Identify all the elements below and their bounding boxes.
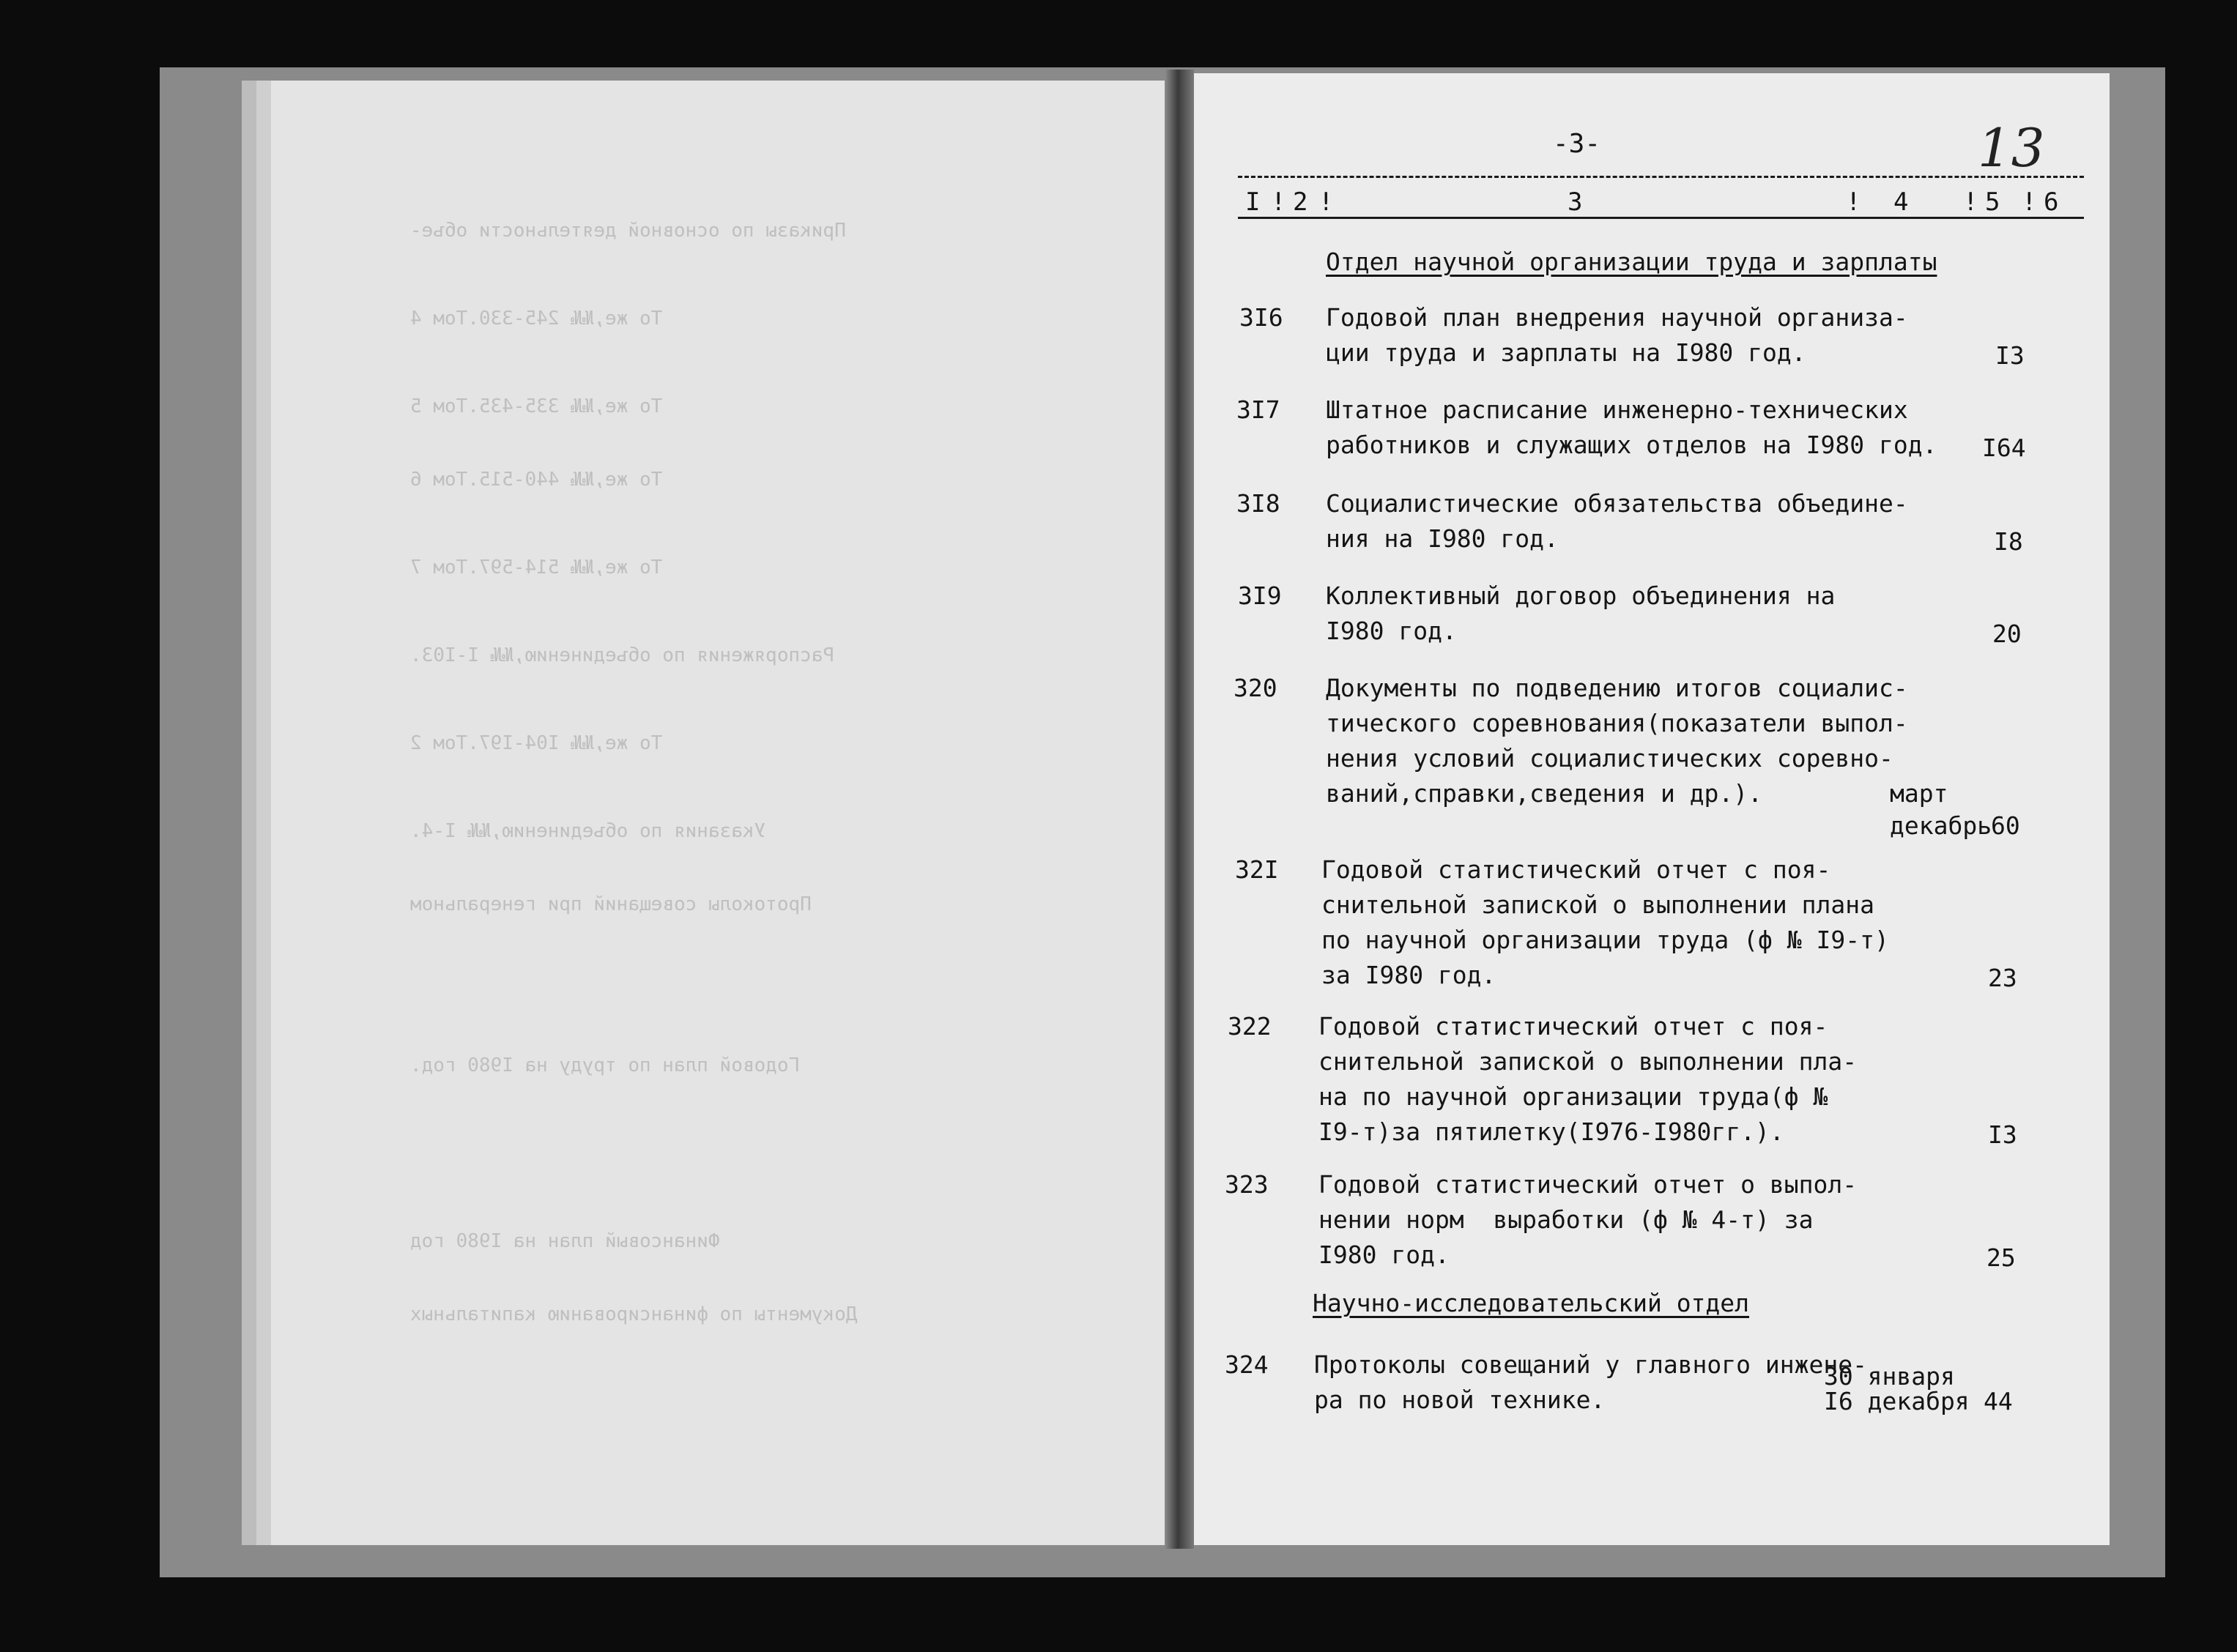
show-through-text: Документы по финансированию капитальных bbox=[410, 1303, 858, 1325]
entry-text-line: ваний,справки,сведения и др.). bbox=[1326, 779, 1763, 808]
entry-text-line: по научной организации труда (ф № I9-т) bbox=[1321, 926, 1889, 954]
entry-text-line: работников и служащих отделов на I980 год. bbox=[1326, 431, 1937, 459]
show-through-text: Протоколы совещаний при генеральном bbox=[410, 893, 812, 915]
section-title: Отдел научной организации труда и зарплаты bbox=[1326, 248, 1937, 276]
entry-text-line: Годовой статистический отчет о выпол- bbox=[1318, 1170, 1858, 1199]
header-sep: ! bbox=[1271, 187, 1286, 217]
show-through-text: Распоряжения по объединению,№№ I-I03. bbox=[410, 644, 835, 666]
entry-text-line: Социалистические обязательства объедине- bbox=[1326, 489, 1908, 518]
entry-sheets: 60 bbox=[1991, 811, 2020, 840]
entry-text-line: ния на I980 год. bbox=[1326, 524, 1559, 553]
book-gutter bbox=[1165, 70, 1194, 1549]
show-through-text: Указания по объединению,№№ I-4. bbox=[410, 820, 766, 842]
facing-page-left bbox=[271, 81, 1165, 1545]
header-col-2: 2 bbox=[1293, 187, 1308, 217]
entry-text-line: Документы по подведению итогов социалис- bbox=[1326, 674, 1908, 702]
entry-text-line: I980 год. bbox=[1326, 617, 1457, 645]
entry-text-line: Годовой статистический отчет с поя- bbox=[1321, 855, 1831, 884]
entry-number: 32I bbox=[1235, 855, 1279, 884]
entry-sheets: I3 bbox=[1988, 1120, 2017, 1149]
header-rule-top bbox=[1238, 176, 2084, 178]
header-sep: ! bbox=[1846, 187, 1861, 217]
header-col-5: 5 bbox=[1985, 187, 2000, 217]
entry-sheets: I8 bbox=[1994, 527, 2023, 556]
entry-text-line: Годовой план внедрения научной организа- bbox=[1326, 303, 1908, 332]
entry-text-line: нении норм выработки (ф № 4-т) за bbox=[1318, 1205, 1814, 1234]
entry-text-line: ции труда и зарплаты на I980 год. bbox=[1326, 338, 1806, 367]
header-col-6: 6 bbox=[2044, 187, 2059, 217]
header-rule-bottom bbox=[1238, 217, 2084, 219]
show-through-text: То же,№№ 440-515.Том 6 bbox=[410, 469, 663, 491]
header-col-3: 3 bbox=[1568, 187, 1583, 217]
entry-sheets: I3 bbox=[1995, 341, 2025, 370]
entry-number: 323 bbox=[1225, 1170, 1269, 1199]
entry-number: 3I8 bbox=[1236, 489, 1280, 518]
show-through-text: То же,№№ 514-597.Том 7 bbox=[410, 557, 663, 578]
entry-sheets: 25 bbox=[1986, 1243, 2016, 1272]
entry-text-line: I980 год. bbox=[1318, 1240, 1450, 1269]
entry-number: 3I7 bbox=[1236, 395, 1280, 424]
header-col-4: 4 bbox=[1893, 187, 1909, 217]
entry-sheets: I64 bbox=[1982, 434, 2026, 462]
show-through-text: Годовой план по труду на I980 год. bbox=[410, 1054, 801, 1076]
entry-sheets: 20 bbox=[1992, 620, 2022, 648]
show-through-text: Финансовый план на I980 год bbox=[410, 1230, 720, 1252]
entry-number: 3I6 bbox=[1239, 303, 1283, 332]
entry-text-line: Протоколы совещаний у главного инжене- bbox=[1314, 1350, 1867, 1379]
entry-text-line: снительной запиской о выполнении пла- bbox=[1318, 1047, 1858, 1076]
entry-date-end: I6 декабря bbox=[1824, 1387, 1970, 1415]
entry-date-end: декабрь bbox=[1890, 811, 1992, 840]
entry-date-start: 30 января bbox=[1824, 1362, 1955, 1391]
entry-sheets: 23 bbox=[1988, 964, 2017, 992]
page-number: -3- bbox=[1553, 129, 1601, 159]
entry-number: 324 bbox=[1225, 1350, 1269, 1379]
entry-date-start: март bbox=[1890, 779, 1948, 808]
entry-text-line: снительной запиской о выполнении плана bbox=[1321, 890, 1874, 919]
show-through-text: Приказы по основной деятельности объе- bbox=[410, 220, 846, 242]
show-through-text: То же,№№ 335-435.Том 5 bbox=[410, 395, 663, 417]
entry-sheets: 44 bbox=[1984, 1387, 2013, 1415]
section-title: Научно-исследовательский отдел bbox=[1313, 1289, 1750, 1317]
header-col-1: I bbox=[1245, 187, 1261, 217]
entry-text-line: I9-т)за пятилетку(I976-I980гг.). bbox=[1318, 1117, 1784, 1146]
entry-text-line: ра по новой технике. bbox=[1314, 1385, 1606, 1414]
entry-text-line: Коллективный договор объединения на bbox=[1326, 581, 1836, 610]
entry-number: 3I9 bbox=[1238, 581, 1282, 610]
entry-text-line: нения условий социалистических соревно- bbox=[1326, 744, 1893, 773]
header-sep: ! bbox=[1963, 187, 1978, 217]
entry-number: 322 bbox=[1228, 1012, 1272, 1041]
show-through-text: То же,№№ 245-330.Том 4 bbox=[410, 308, 663, 330]
entry-text-line: за I980 год. bbox=[1321, 961, 1496, 989]
entry-text-line: Годовой статистический отчет с поя- bbox=[1318, 1012, 1828, 1041]
show-through-text: То же,№№ I04-I97.Том 2 bbox=[410, 732, 663, 754]
header-sep: ! bbox=[2022, 187, 2037, 217]
handwritten-folio: 13 bbox=[1978, 117, 2045, 179]
entry-text-line: тического соревнования(показатели выпол- bbox=[1326, 709, 1908, 737]
entry-text-line: на по научной организации труда(ф № bbox=[1318, 1082, 1828, 1111]
entry-number: 320 bbox=[1233, 674, 1277, 702]
header-sep: ! bbox=[1318, 187, 1334, 217]
entry-text-line: Штатное расписание инженерно-технических bbox=[1326, 395, 1908, 424]
